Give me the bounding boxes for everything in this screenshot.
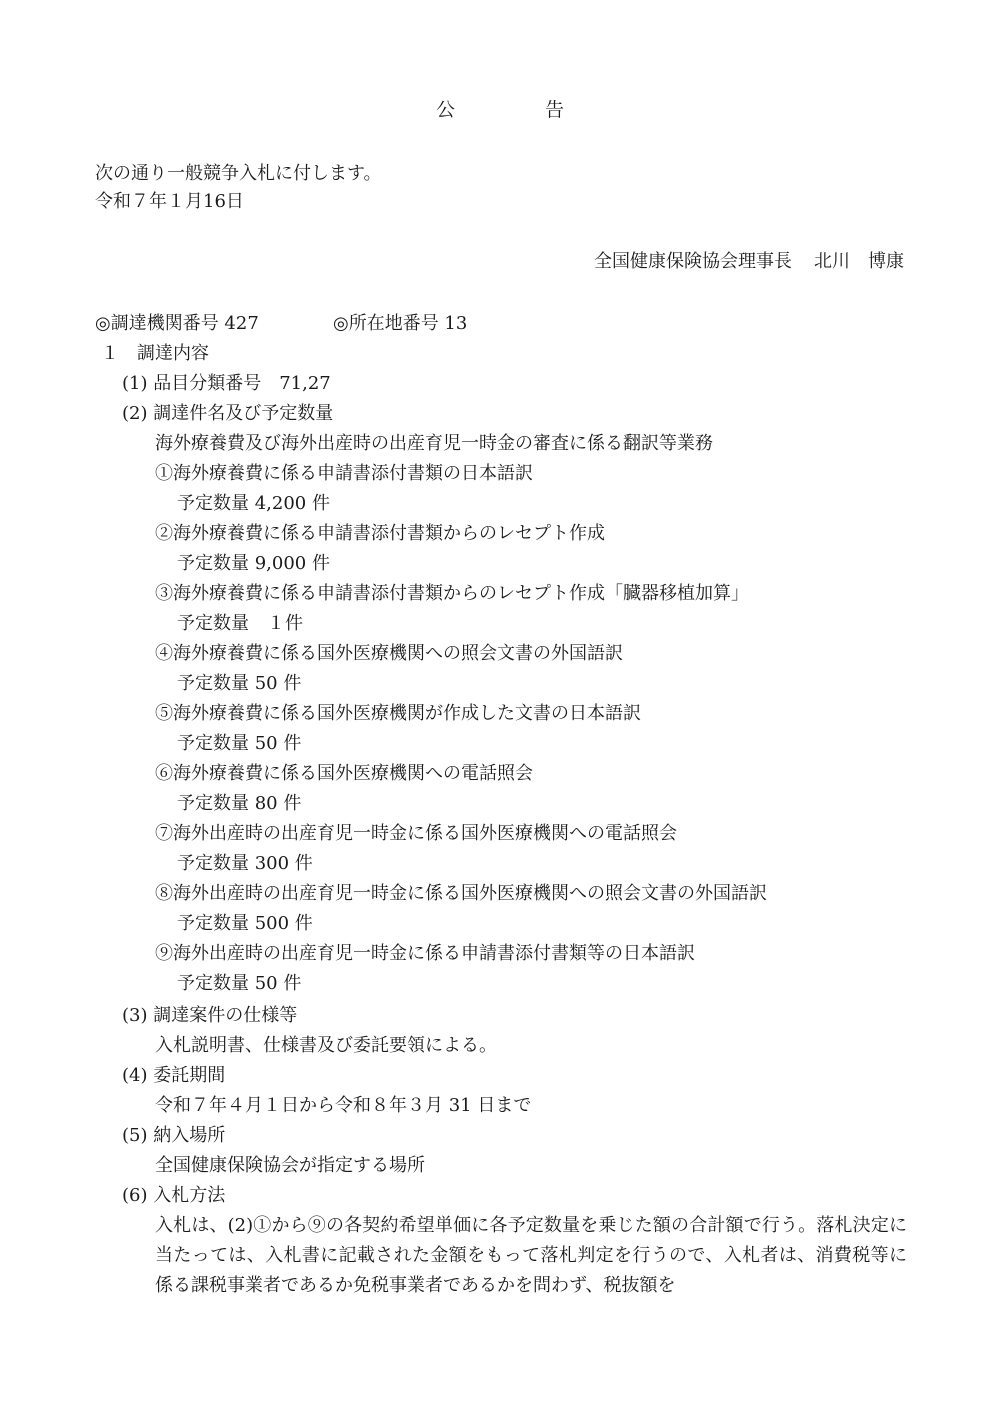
section-heading: １ 調達内容	[101, 343, 209, 364]
task-quantity: 予定数量 4,200 件	[177, 493, 330, 514]
task-name: ①海外療養費に係る申請書添付書類の日本語訳	[155, 463, 533, 484]
task-name: ⑥海外療養費に係る国外医療機関への電話照会	[155, 763, 533, 784]
signatory-org: 全国健康保険協会理事長	[594, 251, 792, 272]
item3-label: (3) 調達案件の仕様等	[122, 1005, 298, 1026]
title-char-left: 公	[435, 99, 455, 121]
task-name: ②海外療養費に係る申請書添付書類からのレセプト作成	[155, 523, 605, 544]
task-quantity: 予定数量 50 件	[177, 673, 302, 694]
task-name: ③海外療養費に係る申請書添付書類からのレセプト作成「臓器移植加算」	[155, 583, 749, 604]
item4-text: 令和７年４月１日から令和８年３月 31 日まで	[155, 1095, 532, 1116]
item4-label: (4) 委託期間	[122, 1065, 226, 1086]
task-quantity: 予定数量 １件	[177, 613, 303, 634]
task-quantity: 予定数量 50 件	[177, 733, 302, 754]
task-quantity: 予定数量 80 件	[177, 793, 302, 814]
task-name: ⑨海外出産時の出産育児一時金に係る申請書添付書類等の日本語訳	[155, 943, 695, 964]
task-name: ⑧海外出産時の出産育児一時金に係る国外医療機関への照会文書の外国語訳	[155, 883, 767, 904]
signatory-name: 北川 博康	[814, 251, 904, 272]
signatory	[594, 250, 904, 274]
item6-paragraph: 入札は、(2)①から⑨の各契約希望単価に各予定数量を乗じた額の合計額で行う。落札決定に当たっては、入札書に記載された金額をもって落札判定を行うので、入札者は、消費税等に係る課税事業者であるか免税事業者であるかを問わず、税抜額を	[155, 1215, 907, 1296]
item3-text: 入札説明書、仕様書及び委託要領による。	[155, 1035, 497, 1056]
location-code: ◎所在地番号 13	[333, 313, 468, 334]
title-char-right: 告	[545, 99, 565, 121]
intro-text: 次の通り一般競争入札に付します。	[95, 163, 382, 184]
item5-text: 全国健康保険協会が指定する場所	[155, 1155, 425, 1176]
task-name: ⑦海外出産時の出産育児一時金に係る国外医療機関への電話照会	[155, 823, 677, 844]
task-name: ④海外療養費に係る国外医療機関への照会文書の外国語訳	[155, 643, 623, 664]
item2-label: (2) 調達件名及び予定数量	[122, 403, 334, 424]
task-quantity: 予定数量 300 件	[177, 853, 313, 874]
task-quantity: 予定数量 500 件	[177, 913, 313, 934]
item1-label: (1) 品目分類番号 71,27	[122, 373, 331, 394]
notice-date: 令和７年１月16日	[95, 191, 244, 212]
agency-code: ◎調達機関番号 427	[95, 313, 259, 334]
page-title	[0, 98, 1000, 122]
item5-label: (5) 納入場所	[122, 1125, 226, 1146]
item2-subject: 海外療養費及び海外出産時の出産育児一時金の審査に係る翻訳等業務	[155, 433, 713, 454]
task-quantity: 予定数量 50 件	[177, 973, 302, 994]
task-quantity: 予定数量 9,000 件	[177, 553, 330, 574]
task-name: ⑤海外療養費に係る国外医療機関が作成した文書の日本語訳	[155, 703, 641, 724]
item6-label: (6) 入札方法	[122, 1185, 226, 1206]
